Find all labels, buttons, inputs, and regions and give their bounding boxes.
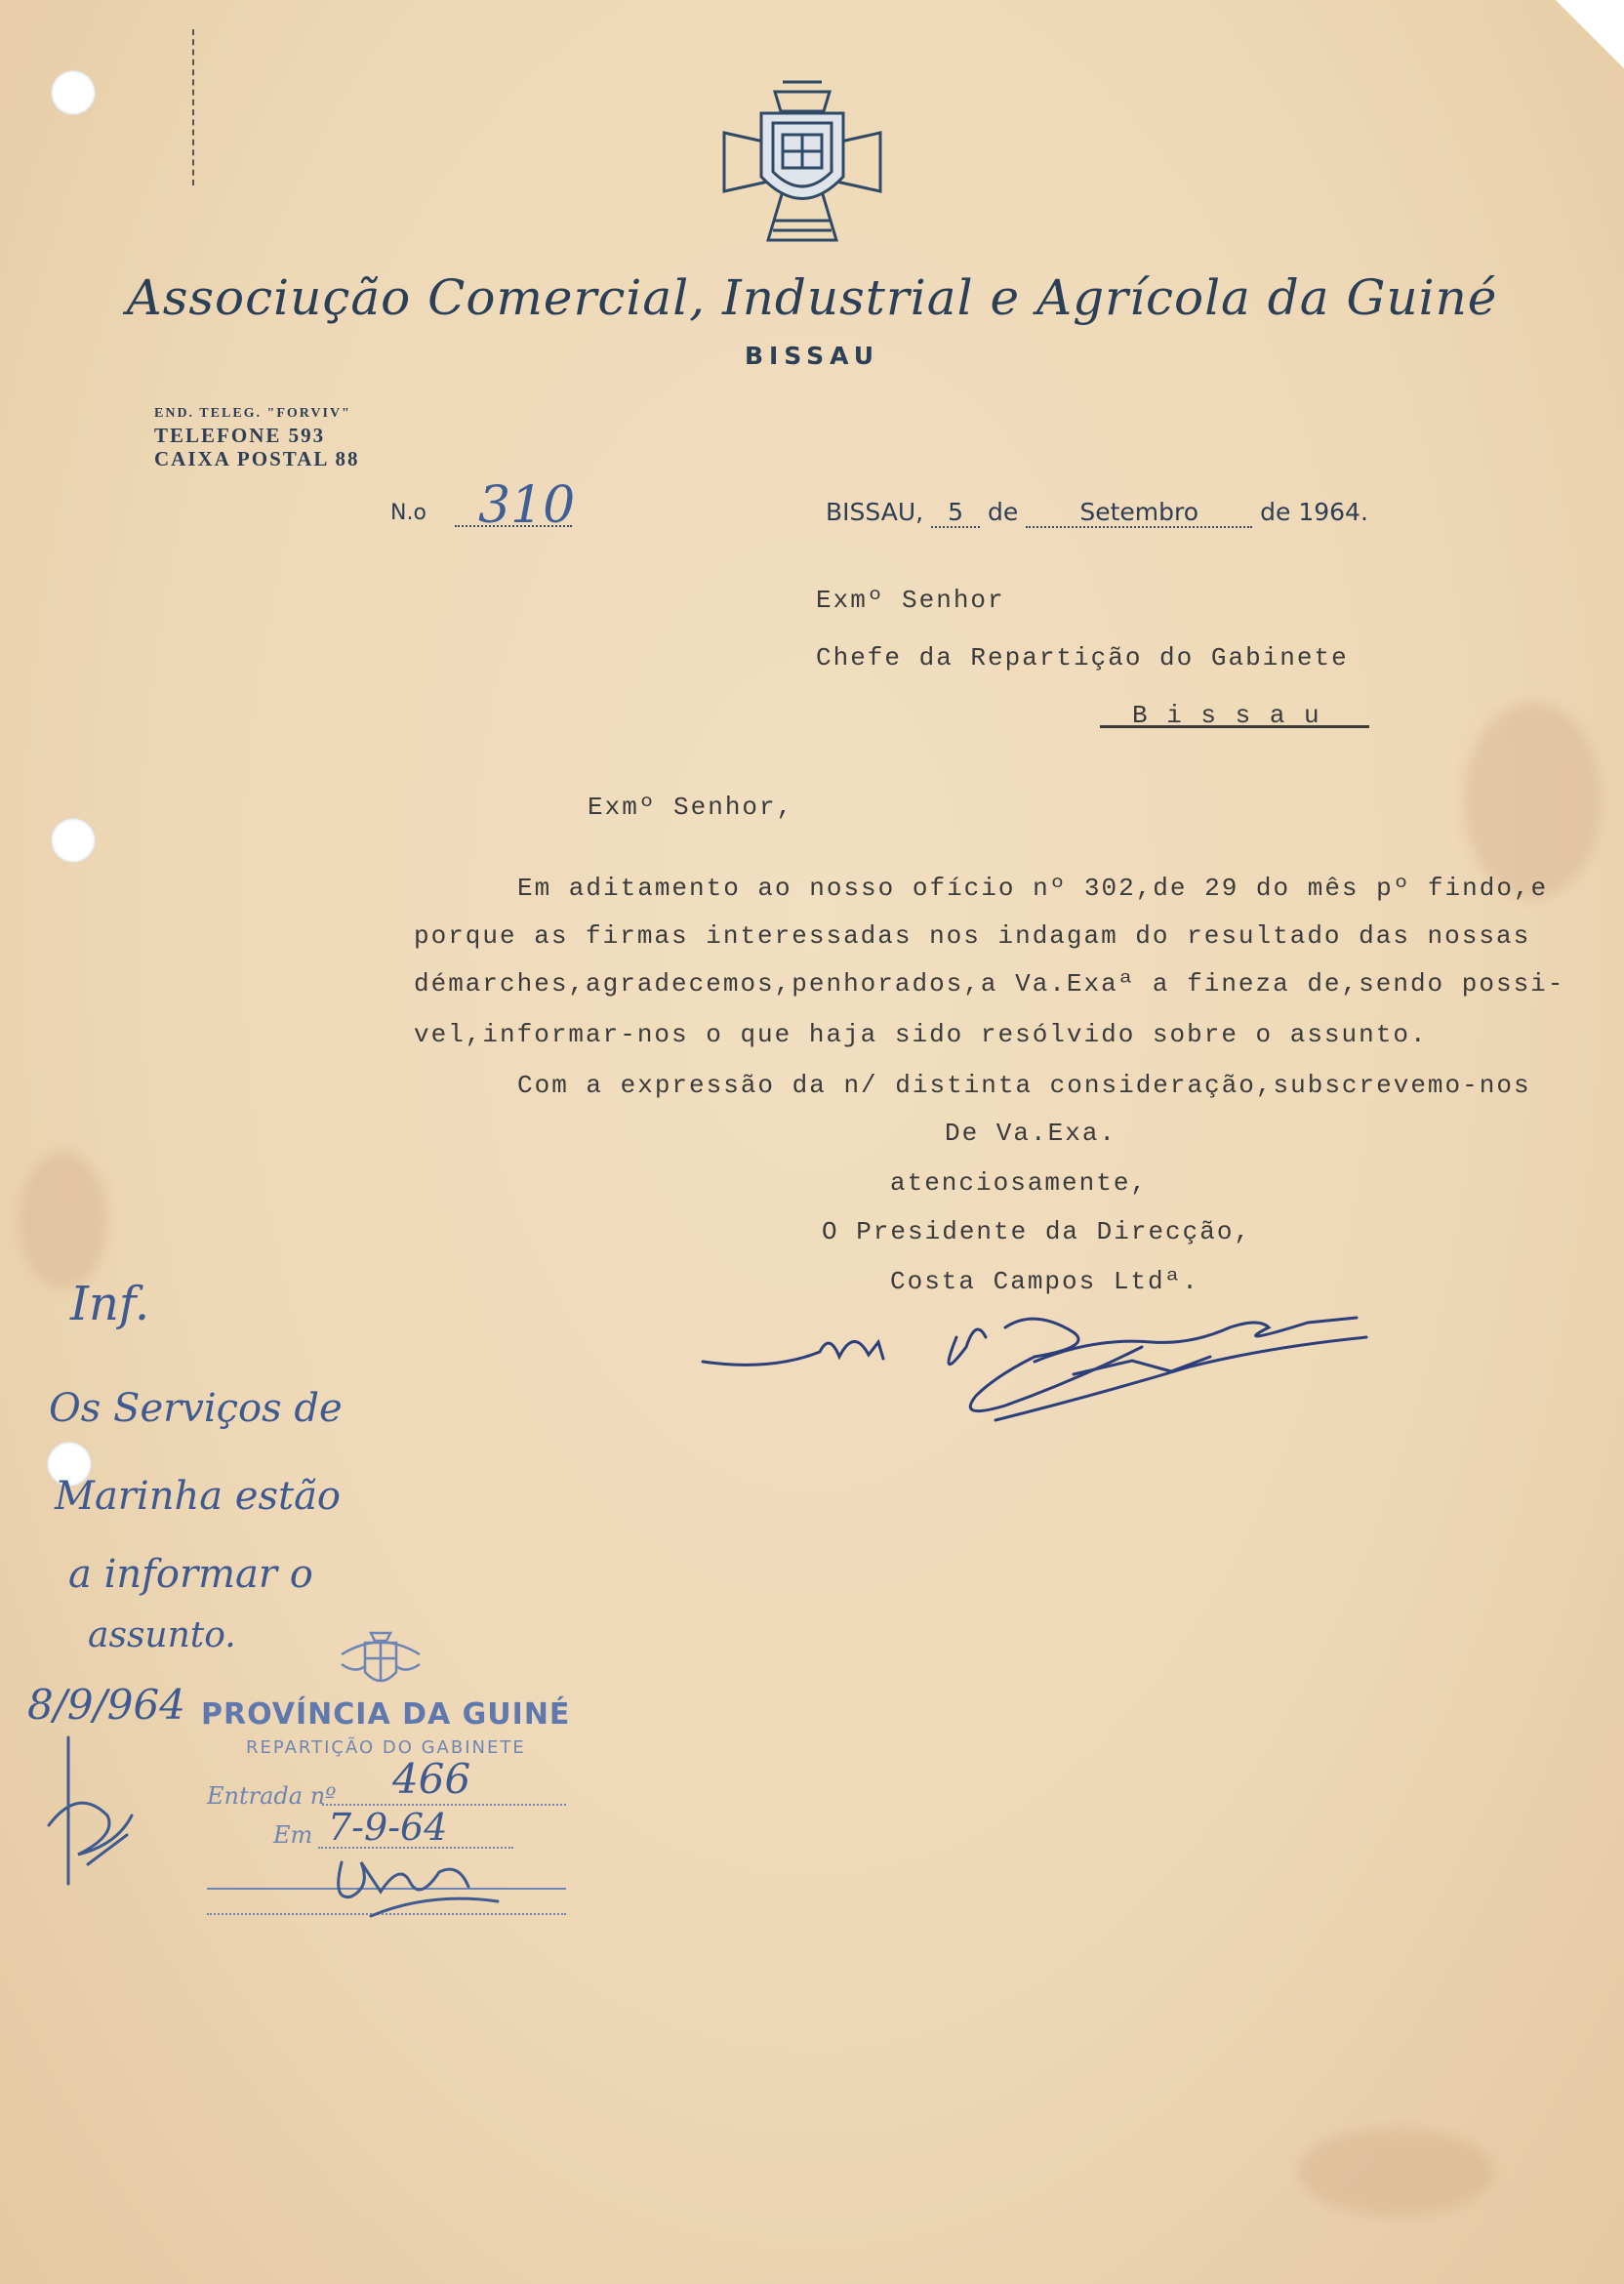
telegraph-address: END. TELEG. "FORVIV" (154, 406, 351, 421)
addressee-underline (1100, 725, 1369, 728)
date-day: 5 (931, 498, 980, 528)
reference-number-label: N.o (390, 501, 426, 525)
annotation-date: 8/9/964 (27, 1681, 185, 1729)
date-year: de 1964. (1260, 498, 1368, 526)
body-line: porque as firmas interessadas nos indagam do resultado das nossas (414, 921, 1531, 951)
body-line: Com a expressão da n/ distinta consideração,subscrevemo-nos (517, 1071, 1531, 1100)
organization-name: Associução Comercial, Industrial e Agrícola da Guiné (126, 269, 1498, 326)
stamp-date-value: 7-9-64 (328, 1806, 448, 1849)
body-line: démarches,agradecemos,penhorados,a Va.Exaª a fineza de,sendo possi- (414, 969, 1565, 999)
closing-line: De Va.Exa. (945, 1119, 1117, 1148)
stamp-entry-label: Entrada nº (207, 1782, 337, 1810)
stamp-subtitle: REPARTIÇÃO DO GABINETE (246, 1737, 526, 1758)
closing-line: O Presidente da Direcção, (822, 1217, 1252, 1246)
phone-number: TELEFONE 593 (154, 424, 326, 447)
punch-hole-middle (51, 818, 96, 863)
signature (683, 1279, 1386, 1435)
addressee-salutation: Exmº Senhor (816, 586, 1005, 615)
annotation-line: Os Serviços de (49, 1386, 343, 1431)
margin-mark (192, 29, 194, 185)
paper-stain (1298, 2128, 1493, 2216)
date-de: de (987, 498, 1019, 526)
date-city: BISSAU, (826, 498, 924, 526)
paper-stain (1464, 703, 1601, 898)
addressee-title: Chefe da Repartição do Gabinete (816, 643, 1349, 673)
annotation-line: Marinha estão (55, 1474, 342, 1519)
annotation-line: assunto. (88, 1615, 236, 1655)
punch-hole-top (51, 70, 96, 115)
organization-city: BISSAU (744, 342, 880, 370)
date-month: Setembro (1026, 498, 1252, 528)
annotation-line: Inf. (70, 1277, 150, 1331)
closing-line: atenciosamente, (890, 1168, 1149, 1198)
body-line: vel,informar-nos o que haja sido resólvido sobre o assunto. (414, 1020, 1428, 1049)
stamp-signature (312, 1843, 508, 1921)
reference-number-value: 310 (478, 476, 576, 535)
body-greeting: Exmº Senhor, (588, 793, 794, 822)
stamp-date-label: Em (273, 1821, 313, 1849)
paper-stain (20, 1152, 107, 1288)
stamp-title: PROVÍNCIA DA GUINÉ (201, 1697, 571, 1732)
annotation-line: a informar o (68, 1552, 313, 1597)
letter-date (826, 498, 1368, 528)
stamp-entry-value: 466 (392, 1755, 471, 1803)
body-line: Em aditamento ao nosso ofício nº 302,de 29 do mês pº findo,e (517, 874, 1549, 903)
closing-line: Costa Campos Ltdª. (890, 1267, 1199, 1296)
po-box: CAIXA POSTAL 88 (154, 447, 360, 470)
crest-emblem (714, 74, 890, 250)
folded-corner (1556, 0, 1624, 68)
stamp-crest-icon (336, 1625, 426, 1695)
addressee-city: B i s s a u (1132, 701, 1321, 730)
annotation-initials (39, 1728, 146, 1894)
